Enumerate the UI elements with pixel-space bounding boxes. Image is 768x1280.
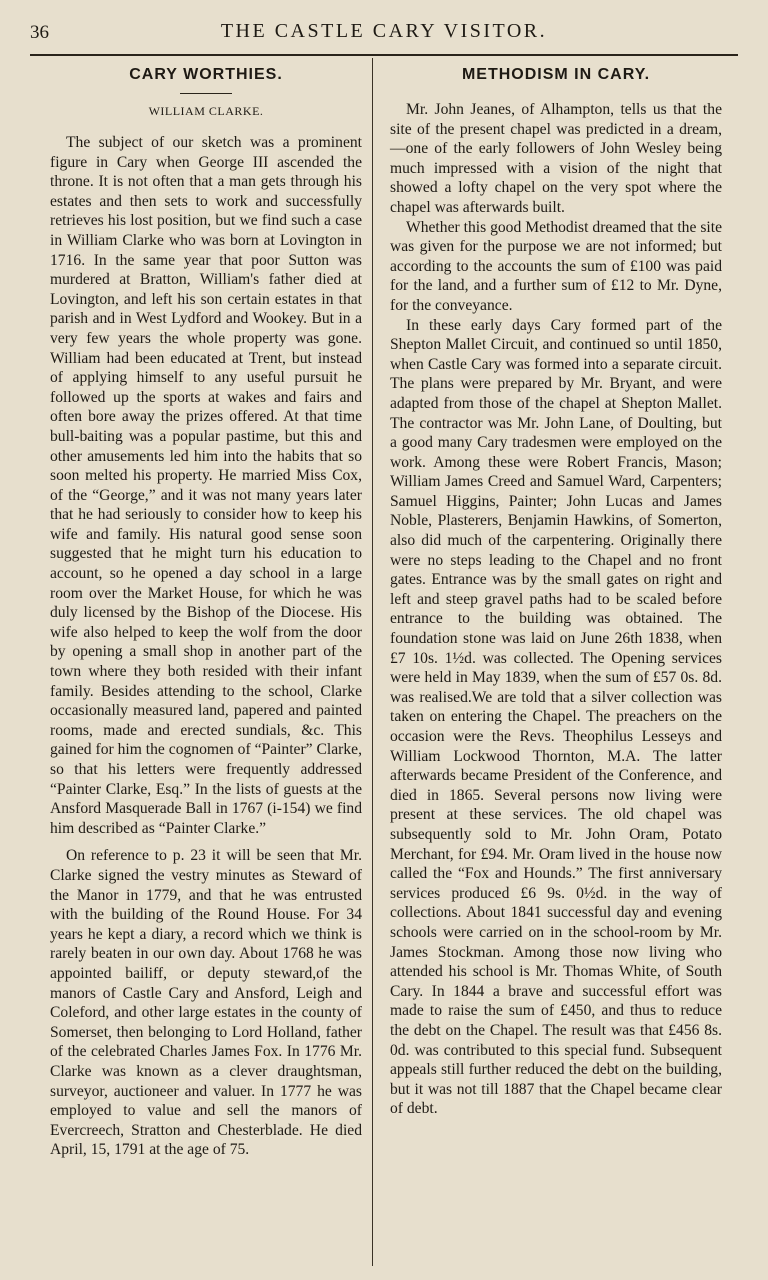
running-head — [30, 18, 738, 50]
paragraph: In these early days Cary formed part of the Shepton Mallet Circuit, and continued so until 1850, when Castle Cary was formed into a separate circuit. The plans were prepared by Mr. Bryant, and were adapted from those of the chapel at Shepton Mallet. The contractor was Mr. John Lane, of Doulting, but a good many Cary tradesmen were employed on the work. Among these were Robert Francis, Mason; William James Creed and Samuel Ward, Carpenters; Samuel Higgins, Painter; John Lucas and James Noble, Plasterers, Benjamin Hawkins, of Somerton, also did much of the carpentering. Originally there were no steps leading to the Chapel and no front gates. Entrance was by the small gates on right and left and steep gravel paths had to be scaled before entrance to the building was obtained. The foundation stone was laid on June 26th 1838, when £7 10s. 1½d. was collected. The Opening services were held in May 1839, when the sum of £57 0s. 8d. was realised.We are told that a silver collection was taken on entering the Chapel. The preachers on the occasion were the Revs. Theophilus Lesseys and William Lockwood Thornton, M.A. The latter afterwards became President of the Conference, and died in 1865. Several persons now living were present at these services. The old chapel was subsequently sold to Mr. John Oram, Potato Merchant, for £94. Mr. Oram lived in the house now called the “Fox and Hounds.” The first anniversary services produced £6 9s. 0½d. in the way of collections. About 1841 successful day and evening schools were carried on in the school-room by Mr. James Stockman. Among those now living who attended his school is Mr. Thomas White, of South Cary. In 1844 a brave and successful effort was made to raise the sum of £450, and thus to reduce the debt on the Chapel. The result was that £456 8s. 0d. was contributed to this special fund. Subsequent appeals still further reduced the debt on the building, but it was not till 1887 that the Chapel became clear of debt. — [390, 316, 722, 1118]
header-rule — [30, 54, 738, 56]
article-title-methodism: METHODISM IN CARY. — [461, 66, 651, 83]
paragraph: On reference to p. 23 it will be seen that Mr. Clarke signed the vestry minutes as Steward of the Manor in 1779, and that he was entrusted with the building of the Round House. For 34 years he kept a diary, a record which we think is rarely beaten in our own day. About 1768 he was appointed bailiff, or deputy steward,of the manors of Castle Cary and Ansford, Leigh and Coleford, and other large estates in the county of Somerset, then belonging to Lord Holland, father of the celebrated Charles James Fox. In 1776 Mr. Clarke was known as a clever draughtsman, surveyor, auctioneer and valuer. In 1777 he was employed to value and sell the manors of Evercreech, Stratton and Chesterblade. He died April, 15, 1791 at the age of 75. — [50, 847, 362, 1159]
paragraph: Whether this good Methodist dreamed that the site was given for the purpose we are not informed; but according to the accounts the sum of £100 was paid for the land, and a further sum of £12 to Mr. Dyne, for the conveyance. — [390, 218, 722, 314]
paragraph: The subject of our sketch was a prominent figure in Cary when George III ascended the throne. It is not often that a man gets through his estates and then sets to work and successfully retrieves his lost position, but we find such a case in William Clarke who was born at Lovington in 1716. In the same year that poor Sutton was murdered at Bratton, William's father died at Lovington, and left his son certain estates in that parish and in West Lydford and Wookey. But in a very few years the whole property was gone. William had been educated at Trent, but instead of applying himself to any useful pursuit he followed up the sports at wakes and fairs and often bore away the prizes offered. At that time bull-baiting was a popular pastime, but this and other amusements led him into the habits that so soon melted his property. He married Miss Cox, of the “George,” and it was not many years later that he had seriously to consider how to keep his wife and family. His natural good sense soon suggested that he might turn his education to account, so he opened a day school in a large room over the Market House, for which he was duly licensed by the Bishop of the Diocese. His wife also helped to keep the wolf from the door by opening a small shop in another part of the town where they both resided with their infant family. Besides attending to the school, Clarke occasionally measured land, papered and painted rooms, made and erected sundials, &c. This gained for him the cognomen of “Painter” Clarke, so that his letters were frequently addressed “Painter Clarke, Esq.” In the lists of guests at the Ansford Masquerade Ball in 1767 (i-154) we find him described as “Painter Clarke.” — [50, 134, 362, 837]
right-column — [390, 64, 722, 1119]
paragraph: Mr. John Jeanes, of Alhampton, tells us that the site of the present chapel was predicted in a dream,—one of the early followers of John Wesley being much impressed with a vision of the night that showed a lofty chapel on the very spot where the chapel was afterwards built. — [390, 101, 722, 216]
journal-title: THE CASTLE CARY VISITOR. — [220, 20, 548, 42]
page-number: 36 — [30, 22, 49, 43]
left-column — [50, 64, 362, 1160]
article-subtitle: WILLIAM CLARKE. — [148, 104, 264, 118]
column-divider — [372, 58, 373, 1266]
article-title-cary-worthies: CARY WORTHIES. — [129, 66, 283, 83]
title-rule — [180, 93, 232, 94]
